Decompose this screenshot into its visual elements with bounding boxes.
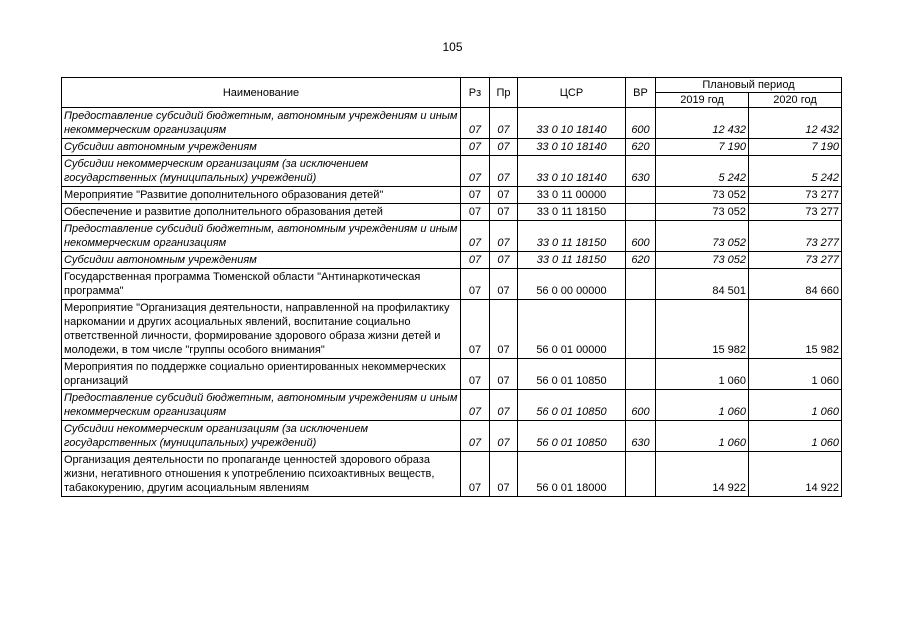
- table-row: [62, 390, 842, 421]
- row-vr: [626, 187, 656, 204]
- table-row: [62, 156, 842, 187]
- table-row: [62, 221, 842, 252]
- row-vr: 620: [626, 139, 656, 156]
- row-2019: 1 060: [656, 421, 749, 452]
- row-name: Субсидии автономным учреждениям: [62, 252, 461, 269]
- row-vr: [626, 359, 656, 390]
- row-pr: 07: [490, 139, 518, 156]
- row-csr: 33 0 11 18150: [518, 252, 626, 269]
- row-name: Субсидии автономным учреждениям: [62, 139, 461, 156]
- row-pr: 07: [490, 421, 518, 452]
- row-vr: 630: [626, 421, 656, 452]
- row-name: Предоставление субсидий бюджетным, автономным учреждениям и иным некоммерческим организациям: [62, 108, 461, 139]
- row-pr: 07: [490, 359, 518, 390]
- row-pr: 07: [490, 452, 518, 497]
- row-name: Субсидии некоммерческим организациям (за исключением государственных (муниципальных) учреждений): [62, 421, 461, 452]
- header-name: Наименование: [62, 78, 461, 108]
- row-pr: 07: [490, 156, 518, 187]
- row-vr: 600: [626, 221, 656, 252]
- table-row: [62, 300, 842, 359]
- row-csr: 56 0 01 10850: [518, 421, 626, 452]
- table-row: [62, 139, 842, 156]
- row-pr: 07: [490, 108, 518, 139]
- row-rz: 07: [461, 139, 490, 156]
- table-row: [62, 204, 842, 221]
- row-csr: 33 0 11 00000: [518, 187, 626, 204]
- header-csr: ЦСР: [518, 78, 626, 108]
- row-rz: 07: [461, 252, 490, 269]
- row-rz: 07: [461, 156, 490, 187]
- header-row: [62, 78, 842, 93]
- row-2019: 73 052: [656, 252, 749, 269]
- row-2019: 1 060: [656, 390, 749, 421]
- header-planned-period: Плановый период: [656, 78, 842, 93]
- row-2019: 84 501: [656, 269, 749, 300]
- row-2019: 15 982: [656, 300, 749, 359]
- row-2020: 73 277: [749, 221, 842, 252]
- row-csr: 56 0 01 10850: [518, 359, 626, 390]
- row-2019: 73 052: [656, 187, 749, 204]
- page-number: 105: [442, 40, 463, 54]
- row-2020: 15 982: [749, 300, 842, 359]
- row-pr: 07: [490, 221, 518, 252]
- row-csr: 33 0 10 18140: [518, 108, 626, 139]
- row-rz: 07: [461, 221, 490, 252]
- row-2020: 14 922: [749, 452, 842, 497]
- row-2020: 12 432: [749, 108, 842, 139]
- row-rz: 07: [461, 187, 490, 204]
- budget-table: [61, 77, 842, 497]
- row-pr: 07: [490, 300, 518, 359]
- row-rz: 07: [461, 204, 490, 221]
- row-2020: 7 190: [749, 139, 842, 156]
- table-row: [62, 187, 842, 204]
- row-vr: 620: [626, 252, 656, 269]
- row-2019: 73 052: [656, 221, 749, 252]
- row-name: Мероприятия по поддержке социально ориентированных некоммерческих организаций: [62, 359, 461, 390]
- row-2020: 73 277: [749, 187, 842, 204]
- row-2019: 7 190: [656, 139, 749, 156]
- row-rz: 07: [461, 108, 490, 139]
- row-rz: 07: [461, 359, 490, 390]
- row-csr: 56 0 00 00000: [518, 269, 626, 300]
- row-name: Предоставление субсидий бюджетным, автономным учреждениям и иным некоммерческим организациям: [62, 390, 461, 421]
- row-name: Организация деятельности по пропаганде ценностей здорового образа жизни, негативного отношения к употреблению психоактивных веществ, табакокурению, другим асоциальным явлениям: [62, 452, 461, 497]
- row-rz: 07: [461, 269, 490, 300]
- header-vr: ВР: [626, 78, 656, 108]
- row-csr: 33 0 11 18150: [518, 221, 626, 252]
- row-name: Мероприятие "Организация деятельности, направленной на профилактику наркомании и других асоциальных явлений, воспитание социально ответственной личности, формирование здорового образа жизни детей и молодежи, в том числе "группы особого внимания": [62, 300, 461, 359]
- row-pr: 07: [490, 269, 518, 300]
- row-name: Обеспечение и развитие дополнительного образования детей: [62, 204, 461, 221]
- table-row: [62, 421, 842, 452]
- row-2019: 1 060: [656, 359, 749, 390]
- table-body: [62, 108, 842, 497]
- header-2019: 2019 год: [656, 93, 749, 108]
- row-name: Предоставление субсидий бюджетным, автономным учреждениям и иным некоммерческим организациям: [62, 221, 461, 252]
- row-vr: 600: [626, 390, 656, 421]
- row-pr: 07: [490, 204, 518, 221]
- row-vr: [626, 204, 656, 221]
- row-2020: 73 277: [749, 204, 842, 221]
- row-2020: 1 060: [749, 390, 842, 421]
- row-2019: 14 922: [656, 452, 749, 497]
- header-rz: Рз: [461, 78, 490, 108]
- row-vr: 630: [626, 156, 656, 187]
- row-csr: 56 0 01 18000: [518, 452, 626, 497]
- row-csr: 56 0 01 10850: [518, 390, 626, 421]
- row-2019: 5 242: [656, 156, 749, 187]
- table-row: [62, 252, 842, 269]
- row-name: Мероприятие "Развитие дополнительного образования детей": [62, 187, 461, 204]
- row-vr: [626, 269, 656, 300]
- row-csr: 33 0 11 18150: [518, 204, 626, 221]
- row-rz: 07: [461, 421, 490, 452]
- table-row: [62, 269, 842, 300]
- row-2020: 5 242: [749, 156, 842, 187]
- row-csr: 33 0 10 18140: [518, 139, 626, 156]
- row-2020: 73 277: [749, 252, 842, 269]
- row-pr: 07: [490, 187, 518, 204]
- row-rz: 07: [461, 452, 490, 497]
- row-2019: 12 432: [656, 108, 749, 139]
- table-row: [62, 108, 842, 139]
- row-vr: [626, 300, 656, 359]
- row-name: Государственная программа Тюменской области "Антинаркотическая программа": [62, 269, 461, 300]
- table-row: [62, 359, 842, 390]
- header-2020: 2020 год: [749, 93, 842, 108]
- row-2019: 73 052: [656, 204, 749, 221]
- row-vr: [626, 452, 656, 497]
- header-pr: Пр: [490, 78, 518, 108]
- row-csr: 33 0 10 18140: [518, 156, 626, 187]
- row-name: Субсидии некоммерческим организациям (за исключением государственных (муниципальных) учреждений): [62, 156, 461, 187]
- row-2020: 1 060: [749, 421, 842, 452]
- row-2020: 1 060: [749, 359, 842, 390]
- row-vr: 600: [626, 108, 656, 139]
- row-rz: 07: [461, 390, 490, 421]
- row-csr: 56 0 01 00000: [518, 300, 626, 359]
- row-pr: 07: [490, 252, 518, 269]
- table-row: [62, 452, 842, 497]
- row-rz: 07: [461, 300, 490, 359]
- row-pr: 07: [490, 390, 518, 421]
- row-2020: 84 660: [749, 269, 842, 300]
